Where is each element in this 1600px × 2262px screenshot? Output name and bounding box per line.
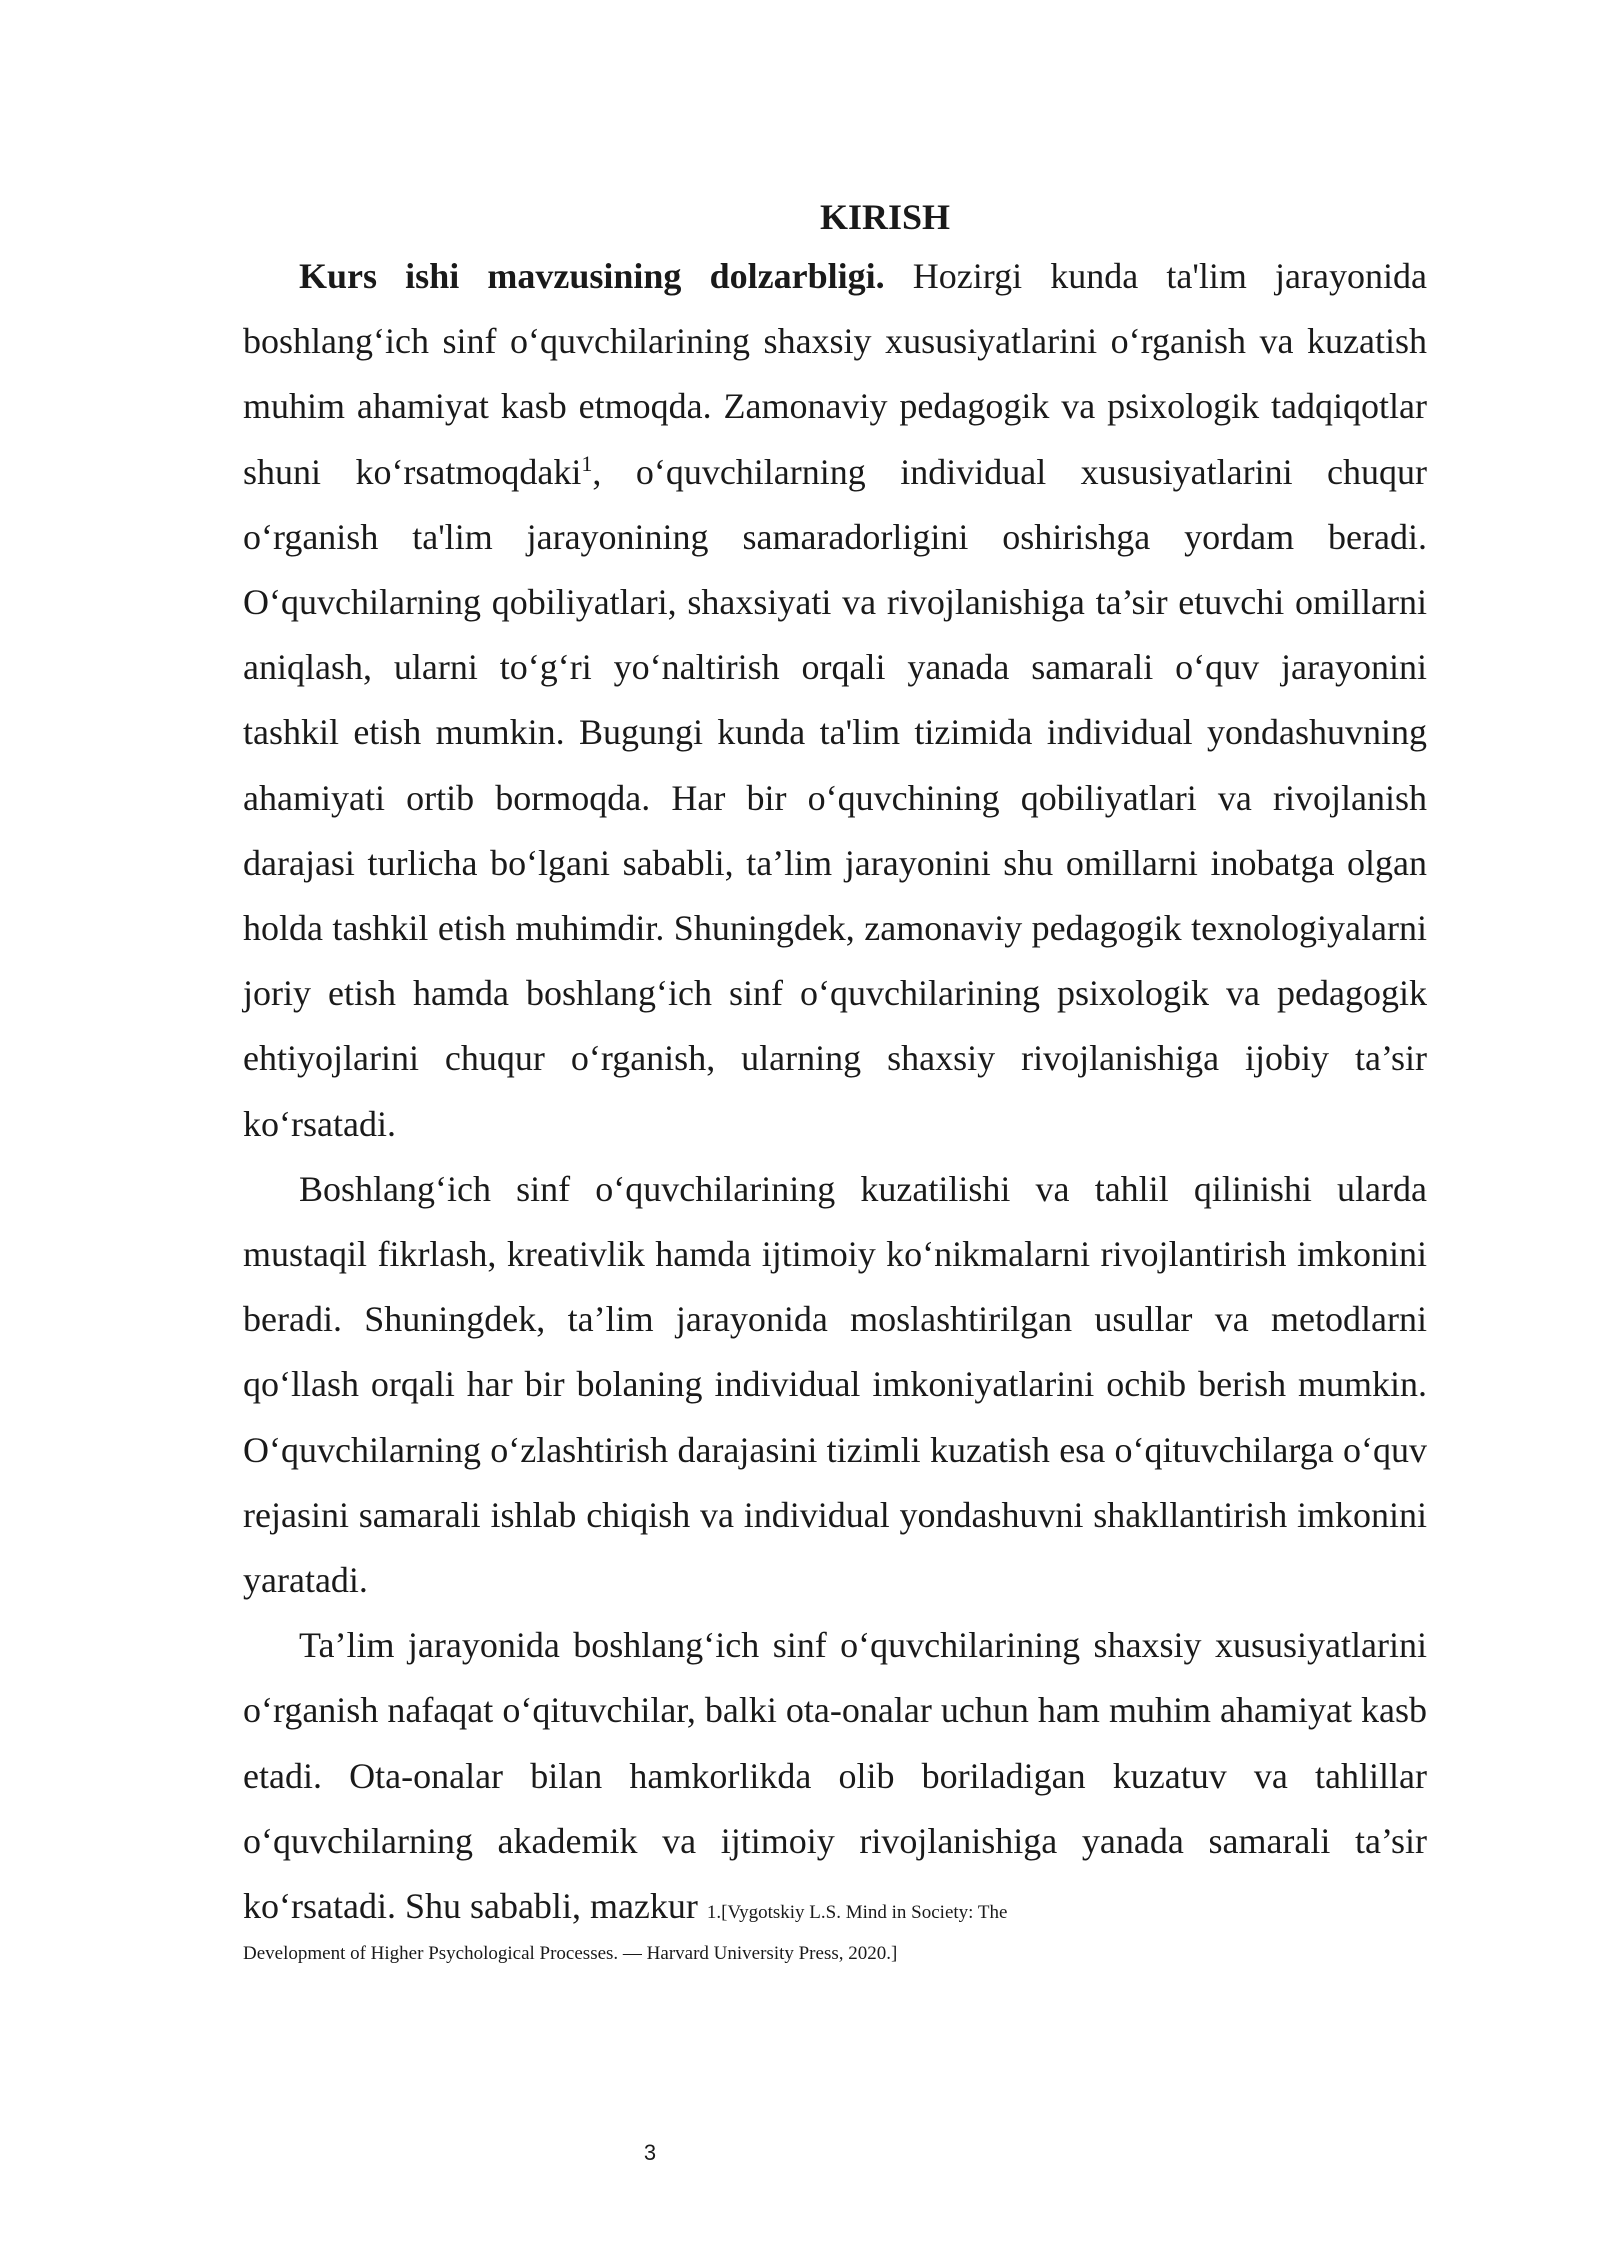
paragraph-lead: Kurs ishi mavzusining dolzarbligi.: [299, 256, 885, 296]
footnote-text: 1.[Vygotskiy L.S. Mind in Society: The: [706, 1902, 1008, 1924]
paragraph-text: Hozirgi kunda ta'lim jarayonida boshlang‘ich sinf o‘quvchilarining shaxsiy xususiyatlarini o‘rganish va kuzatish muhim ahamiyat kasb etmoqda. Zamonaviy pedagogik va psixologik tadqiqotlar shuni ko‘rsatmoqdaki: [243, 256, 1427, 492]
paragraph-1: [243, 244, 1427, 1157]
paragraph-text: , o‘quvchilarning individual xususiyatlarini chuqur o‘rganish ta'lim jarayonining samaradorligini oshirishga yordam beradi. O‘quvchilarning qobiliyatlari, shaxsiyati va rivojlanishiga ta’sir etuvchi omillarni aniqlash, ularni to‘g‘ri yo‘naltirish orqali yanada samarali o‘quv jarayonini tashkil etish mumkin. Bugungi kunda ta'lim tizimida individual yondashuvning ahamiyati ortib bormoqda. Har bir o‘quvchining qobiliyatlari va rivojlanish darajasi turlicha bo‘lgani sababli, ta’lim jarayonini shu omillarni inobatga olgan holda tashkil etish muhimdir. Shuningdek, zamonaviy pedagogik texnologiyalarni joriy etish hamda boshlang‘ich sinf o‘quvchilarining psixologik va pedagogik ehtiyojlarini chuqur o‘rganish, ularning shaxsiy rivojlanishiga ijobiy ta’sir ko‘rsatadi.: [243, 451, 1427, 1144]
paragraph-2: Boshlang‘ich sinf o‘quvchilarining kuzatilishi va tahlil qilinishi ularda mustaqil fikrlash, kreativlik hamda ijtimoiy ko‘nikmalarni rivojlantirish imkonini beradi. Shuningdek, ta’lim jarayonida moslashtirilgan usullar va metodlarni qo‘llash orqali har bir bolaning individual imkoniyatlarini ochib berish mumkin. O‘quvchilarning o‘zlashtirish darajasini tizimli kuzatish esa o‘qituvchilarga o‘quv rejasini samarali ishlab chiqish va individual yondashuvni shakllantirish imkonini yaratadi.: [243, 1168, 1427, 1601]
footnote-reference[interactable]: 1: [581, 450, 593, 476]
paragraph-text: Ta’lim jarayonida boshlang‘ich sinf o‘quvchilarining shaxsiy xususiyatlarini o‘rganish nafaqat o‘qituvchilar, balki ota-onalar uchun ham muhim ahamiyat kasb etadi. Ota-onalar bilan hamkorlikda olib boriladigan kuzatuv va tahlillar o‘quvchilarning akademik va ijtimoiy rivojlanishiga yanada samarali ta’sir ko‘rsatadi. Shu sababli, mazkur: [243, 1625, 1427, 1927]
page-content: [243, 190, 1427, 1969]
page-number: 3: [643, 2140, 657, 2165]
footnote-continuation: Development of Higher Psychological Processes. — Harvard University Press, 2020.]: [243, 1943, 898, 1965]
paragraph-3: [243, 1613, 1427, 1939]
page-title: KIRISH: [819, 197, 951, 237]
